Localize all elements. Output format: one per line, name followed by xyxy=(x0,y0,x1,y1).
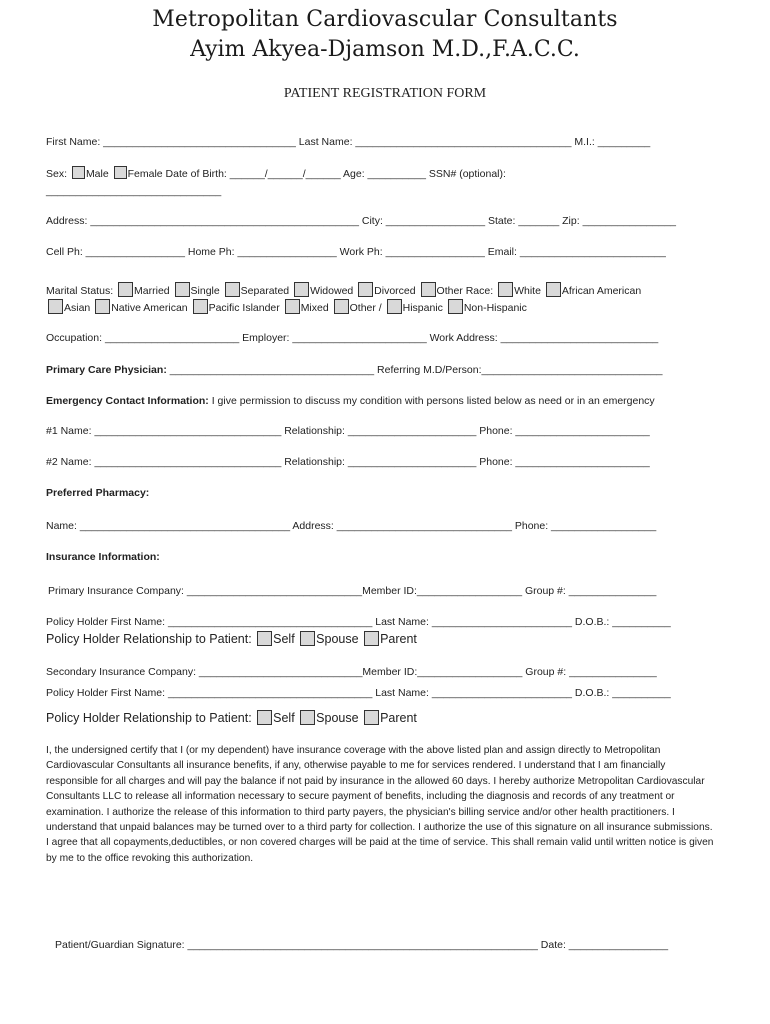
marital-race-row xyxy=(46,282,641,298)
insurance-heading: Insurance Information: xyxy=(46,551,160,563)
widowed-label: Widowed xyxy=(310,285,354,297)
female-checkbox[interactable] xyxy=(114,166,127,179)
single-label: Single xyxy=(190,285,220,297)
non-hispanic-label: Non-Hispanic xyxy=(463,302,527,314)
emergency-row xyxy=(46,394,655,408)
emergency-permission-text: I give permission to discuss my condition with persons listed below as need or in an emergency xyxy=(211,395,655,407)
spouse-1-checkbox[interactable] xyxy=(300,631,315,646)
ssn-field[interactable]: ______________________________ xyxy=(46,185,222,197)
physician-row xyxy=(46,363,663,377)
form-title: PATIENT REGISTRATION FORM xyxy=(283,86,487,101)
other-checkbox[interactable] xyxy=(334,299,349,314)
parent-2-checkbox[interactable] xyxy=(364,710,379,725)
african-american-label: African American xyxy=(561,285,642,297)
parent-1-label: Parent xyxy=(380,632,417,646)
pcp-label: Primary Care Physician: xyxy=(46,364,170,376)
address-row[interactable]: Address: ______________________________________________ City: _________________ State: _______ Zip: ________________ xyxy=(46,215,676,227)
relationship-1-row xyxy=(46,631,417,646)
signature-row[interactable]: Patient/Guardian Signature: ____________________________________________________________ Date: _________________ xyxy=(55,939,669,951)
pcp-referring-fields[interactable]: ___________________________________ Referring M.D/Person:_______________________________ xyxy=(169,364,663,376)
authorization-paragraph: I, the undersigned certify that I (or my dependent) have insurance coverage with the above listed plan and assign directly to Metropolitan Cardiovascular Consultants all insurance benefits, if any, otherwise payable to me for services rendered. I understand that I am financially responsible for all charges and will pay the balance if not paid by insurance in the allowed 60 days. I hereby authorize Metropolitan Cardiovascular Consultants LLC to release all information necessary to secure payment of benefits, including the diagnosis and records of any treatment or examination. I authorize the release of this information to third party payers, the physician's billing service and/or other health practitioners. I understand that unpaid balances may be turned over to a third party for collection. I authorize the use of this signature on all insurance submissions. I agree that all copayments,deductibles, or non covered charges will be paid at the time of service. This shall remain valid until written notice is given by me to the office revoking this authorization. xyxy=(46,745,714,864)
pacific-islander-label: Pacific Islander xyxy=(208,302,280,314)
other-label: Other / xyxy=(349,302,385,314)
policy-holder-1-row[interactable]: Policy Holder First Name: ___________________________________ Last Name: ________________________ D.O.B.: __________ xyxy=(46,616,671,628)
spouse-2-checkbox[interactable] xyxy=(300,710,315,725)
primary-insurance-row[interactable]: Primary Insurance Company: ______________________________Member ID:__________________ Group #: _______________ xyxy=(48,585,657,597)
divorced-label: Divorced xyxy=(374,285,416,297)
sex-dob-row xyxy=(46,166,506,181)
widowed-checkbox[interactable] xyxy=(294,282,309,297)
parent-2-label: Parent xyxy=(380,711,417,725)
self-1-checkbox[interactable] xyxy=(257,631,272,646)
hispanic-checkbox[interactable] xyxy=(387,299,402,314)
contact-1-row[interactable]: #1 Name: ________________________________ Relationship: ______________________ Phone: _______________________ xyxy=(46,425,650,437)
hispanic-label: Hispanic xyxy=(402,302,443,314)
male-label: Male xyxy=(85,168,112,180)
divorced-checkbox[interactable] xyxy=(358,282,373,297)
doctor-name: Ayim Akyea-Djamson M.D.,F.A.C.C. xyxy=(190,37,580,62)
mixed-checkbox[interactable] xyxy=(285,299,300,314)
pharmacy-heading: Preferred Pharmacy: xyxy=(46,487,150,499)
non-hispanic-checkbox[interactable] xyxy=(448,299,463,314)
self-1-label: Self xyxy=(273,632,295,646)
mixed-label: Mixed xyxy=(300,302,329,314)
phone-row[interactable]: Cell Ph: _________________ Home Ph: _________________ Work Ph: _________________ Email: _________________________ xyxy=(46,246,666,258)
race-ethnicity-row xyxy=(46,299,527,315)
spouse-2-label: Spouse xyxy=(316,711,359,725)
other-race-label: Other Race: xyxy=(436,285,497,297)
other-race-checkbox[interactable] xyxy=(421,282,436,297)
asian-checkbox[interactable] xyxy=(48,299,63,314)
practice-name: Metropolitan Cardiovascular Consultants xyxy=(152,7,618,32)
separated-checkbox[interactable] xyxy=(225,282,240,297)
contact-2-row[interactable]: #2 Name: ________________________________ Relationship: ______________________ Phone: _______________________ xyxy=(46,456,650,468)
emergency-label: Emergency Contact Information: xyxy=(46,395,212,407)
pacific-islander-checkbox[interactable] xyxy=(193,299,208,314)
marital-status-label: Marital Status: xyxy=(46,285,117,297)
native-american-label: Native American xyxy=(111,302,188,314)
policy-holder-2-row[interactable]: Policy Holder First Name: ___________________________________ Last Name: ________________________ D.O.B.: __________ xyxy=(46,687,671,699)
married-label: Married xyxy=(134,285,170,297)
female-dob-age-ssn-label[interactable]: Female Date of Birth: ______/______/______ Age: __________ SSN# (optional): xyxy=(127,168,506,180)
married-checkbox[interactable] xyxy=(118,282,133,297)
self-2-checkbox[interactable] xyxy=(257,710,272,725)
separated-label: Separated xyxy=(240,285,290,297)
relationship-2-label: Policy Holder Relationship to Patient: xyxy=(46,711,256,725)
name-row[interactable]: First Name: _________________________________ Last Name: _____________________________________ M.I.: _________ xyxy=(46,136,651,148)
self-2-label: Self xyxy=(273,711,295,725)
relationship-1-label: Policy Holder Relationship to Patient: xyxy=(46,632,256,646)
asian-label: Asian xyxy=(64,302,91,314)
sex-label: Sex: xyxy=(46,168,70,180)
spouse-1-label: Spouse xyxy=(316,632,359,646)
white-label: White xyxy=(514,285,541,297)
parent-1-checkbox[interactable] xyxy=(364,631,379,646)
pharmacy-row[interactable]: Name: ____________________________________ Address: ______________________________ Phone: __________________ xyxy=(46,520,657,532)
single-checkbox[interactable] xyxy=(175,282,190,297)
secondary-insurance-row[interactable]: Secondary Insurance Company: ____________________________Member ID:__________________ Group #: _______________ xyxy=(46,666,657,678)
white-checkbox[interactable] xyxy=(498,282,513,297)
african-american-checkbox[interactable] xyxy=(546,282,561,297)
native-american-checkbox[interactable] xyxy=(95,299,110,314)
male-checkbox[interactable] xyxy=(72,166,85,179)
occupation-row[interactable]: Occupation: _______________________ Employer: _______________________ Work Address: ___________________________ xyxy=(46,332,659,344)
relationship-2-row xyxy=(46,710,417,725)
